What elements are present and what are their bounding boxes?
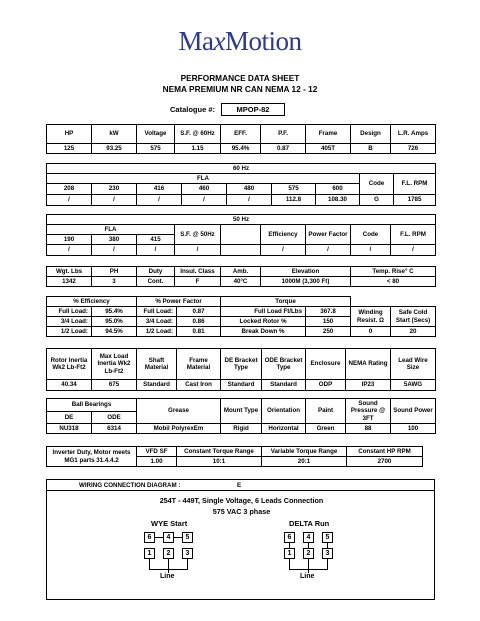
bearings-table (46, 398, 436, 434)
de-header: DE (47, 412, 92, 424)
eff-value: 94.5% (92, 327, 137, 337)
pf-section: % Power Factor (137, 297, 221, 307)
val-voltage: 575 (137, 144, 175, 154)
volt-cell: 480 (227, 184, 272, 195)
val-frame-material: Cast Iron (177, 380, 221, 391)
val-frame: 405T (306, 144, 351, 154)
val-elevation: 1000M (3,300 Ft) (261, 277, 351, 287)
ball-bearings-header: Ball Bearings (47, 399, 137, 412)
val-enclosure: ODP (306, 380, 346, 391)
winding-value: 0 (351, 327, 391, 337)
paint-header: Paint (306, 399, 346, 424)
delta-line-label: Line (300, 573, 315, 580)
ode-header: ODE (92, 412, 137, 424)
doc-subtitle: NEMA PREMIUM NR CAN NEMA 12 - 12 (162, 84, 318, 94)
volt-cell: 208 (47, 184, 92, 195)
line-lead (308, 559, 309, 569)
fla-value: 112.8 (272, 195, 316, 206)
pf-label: 3/4 Load: (137, 317, 177, 327)
pf-label: 1/2 Load: (137, 327, 177, 337)
val-constant-torque: 10:1 (177, 457, 262, 467)
hdr-enclosure: Enclosure (306, 349, 346, 380)
terminal-2: 2 (163, 548, 174, 559)
diagram-header (47, 480, 434, 491)
doc-title: PERFORMANCE DATA SHEET (180, 73, 300, 83)
eff-value: 95.4% (92, 307, 137, 317)
hdr-frame: Frame (306, 125, 351, 144)
hdr-constant-torque: Constant Torque Range (177, 447, 262, 457)
terminal-6: 6 (284, 532, 295, 543)
diagram-label: WIRING CONNECTION DIAGRAM : (79, 481, 181, 489)
fla-value: / (182, 195, 227, 206)
blank (351, 297, 436, 307)
val-kw: 93.25 (92, 144, 137, 154)
hdr-lead-wire: Lead Wire Size (391, 349, 436, 380)
ratings-table (46, 124, 436, 154)
val-constant-hp: 2700 (347, 457, 423, 467)
fla-value: / (227, 195, 272, 206)
line-lead (327, 559, 328, 569)
val-amb: 40°C (221, 277, 261, 287)
val-cell: / (391, 245, 436, 256)
torque-value: 367.8 (306, 307, 351, 317)
blank-header (221, 225, 261, 245)
line-lead (168, 559, 169, 569)
hdr-nema-rating: NEMA Rating (346, 349, 391, 380)
val-insul: F (175, 277, 221, 287)
hdr-constant-hp: Constant HP RPM (347, 447, 423, 457)
terminal-3: 3 (322, 548, 333, 559)
wye-jumper (174, 537, 182, 538)
torque-section: Torque (221, 297, 351, 307)
safe-start-value: 20 (391, 327, 436, 337)
general-table (46, 266, 436, 287)
terminal-1: 1 (144, 548, 155, 559)
performance-table (46, 296, 436, 337)
val-paint: Green (306, 424, 346, 434)
pf-value: 0.86 (177, 317, 221, 327)
volt-cell: 230 (92, 184, 137, 195)
volt-cell: 380 (92, 235, 137, 245)
hdr-de-bracket: DE Bracket Type (221, 349, 262, 380)
hdr-design: Design (351, 125, 391, 144)
diagram-line1: 254T - 449T, Single Voltage, 6 Leads Connection (159, 496, 324, 505)
wye-line-label: Line (160, 573, 175, 580)
val-cell: / (47, 245, 92, 256)
code-header: Code (351, 225, 391, 245)
mount-header: Mount Type (221, 399, 262, 424)
torque-value: 250 (306, 327, 351, 337)
torque-value: 150 (306, 317, 351, 327)
line-lead (149, 559, 150, 569)
wiring-diagram (46, 479, 435, 600)
val-design: B (351, 144, 391, 154)
hdr-max-load-inertia: Max Load Inertia Wk2 Lb-Ft2 (92, 349, 137, 380)
sound-pressure-header: Sound Pressure @ 3FT (346, 399, 391, 424)
val-eff: 95.4% (221, 144, 261, 154)
terminal-5: 5 (182, 532, 193, 543)
hdr-insul: Insul. Class (175, 267, 221, 277)
grease-header: Grease (137, 399, 221, 424)
volt-cell: 600 (316, 184, 360, 195)
val-cell (221, 245, 261, 256)
val-de-bracket: Standard (221, 380, 262, 391)
hdr-voltage: Voltage (137, 125, 175, 144)
blank (423, 447, 436, 467)
val-ode-bracket: Standard (262, 380, 306, 391)
section-60hz: 60 Hz (47, 164, 436, 174)
val-lead-wire: 5AWG (391, 380, 436, 391)
val-sound-power: 100 (391, 424, 436, 434)
fla-value: / (92, 195, 137, 206)
fla-header: FLA (47, 225, 175, 235)
val-sf: 1.15 (175, 144, 221, 154)
table-50hz (46, 214, 436, 256)
brand-logo: MaxMotion (178, 26, 302, 56)
line-lead (289, 559, 290, 569)
volt-cell: 575 (272, 184, 316, 195)
val-cell: / (261, 245, 306, 256)
pf-value: 0.87 (177, 307, 221, 317)
hdr-amb: Amb. (221, 267, 261, 277)
hdr-elevation: Elevation (261, 267, 351, 277)
volt-cell: 190 (47, 235, 92, 245)
code-header: Code (360, 174, 394, 195)
hdr-eff: EFF. (221, 125, 261, 144)
hdr-pf: P.F. (261, 125, 306, 144)
efficiency-header: Efficiency (261, 225, 306, 245)
section-50hz: 50 Hz (47, 215, 436, 225)
val-cell: / (306, 245, 351, 256)
hdr-frame-material: Frame Material (177, 349, 221, 380)
hdr-vfd-sf: VFD SF (137, 447, 177, 457)
eff-section: % Efficiency (47, 297, 137, 307)
hdr-lr-amps: L.R. Amps (391, 125, 436, 144)
val-nema-rating: IP23 (346, 380, 391, 391)
fla-value: / (137, 195, 182, 206)
val-grease: Mobil PolyrexEm (137, 424, 221, 434)
construction-table (46, 348, 436, 391)
inverter-duty-label: Inverter Duty, Motor meets MG1 parts 31.4.4.2 (47, 447, 137, 467)
flrpm-header: F.L. RPM (391, 225, 436, 245)
hdr-ode-bracket: ODE Bracket Type (262, 349, 306, 380)
delta-label: DELTA Run (289, 519, 330, 528)
val-de: NU318 (47, 424, 92, 434)
val-orientation: Horizontal (262, 424, 306, 434)
hdr-sf: S.F. @ 60Hz (175, 125, 221, 144)
eff-label: 3/4 Load: (47, 317, 92, 327)
val-hp: 125 (47, 144, 92, 154)
val-vfd-sf: 1.00 (137, 457, 177, 467)
eff-label: Full Load: (47, 307, 92, 317)
val-cell: / (137, 245, 175, 256)
wye-label: WYE Start (151, 519, 188, 528)
val-max-load-inertia: 675 (92, 380, 137, 391)
pf-label: Full Load: (137, 307, 177, 317)
hdr-weight: Wgt. Lbs (47, 267, 92, 277)
safe-start-header: Safe Cold Start (Secs) (391, 307, 436, 327)
val-lr-amps: 726 (391, 144, 436, 154)
val-rotor-inertia: 40.34 (47, 380, 92, 391)
sf50-header: S.F. @ 50Hz (175, 225, 221, 245)
fla-value: / (47, 195, 92, 206)
catalog-label: Catalogue #: (170, 105, 216, 114)
pf-header: Power Factor (306, 225, 351, 245)
diagram-code: E (237, 481, 242, 489)
terminal-1: 1 (284, 548, 295, 559)
eff-value: 95.0% (92, 317, 137, 327)
catalog-value: MPOP-82 (221, 103, 285, 116)
torque-label: Locked Rotor % (221, 317, 306, 327)
terminal-4: 4 (303, 532, 314, 543)
val-shaft: Standard (137, 380, 177, 391)
eff-label: 1/2 Load: (47, 327, 92, 337)
hdr-shaft: Shaft Material (137, 349, 177, 380)
diagram-line2: 575 VAC 3 phase (212, 507, 271, 516)
torque-label: Full Load Ft/Lbs (221, 307, 306, 317)
wye-jumper (155, 537, 163, 538)
hdr-duty: Duty (137, 267, 175, 277)
volt-cell: 460 (182, 184, 227, 195)
torque-label: Break Down % (221, 327, 306, 337)
terminal-6: 6 (144, 532, 155, 543)
volt-cell: 415 (137, 235, 175, 245)
sound-power-header: Sound Power (391, 399, 436, 424)
terminal-4: 4 (163, 532, 174, 543)
val-cell: / (175, 245, 221, 256)
val-weight: 1342 (47, 277, 92, 287)
table-60hz (46, 163, 436, 206)
hdr-rotor-inertia: Rotor Inertia Wk2 Lb-Ft2 (47, 349, 92, 380)
val-cell: / (92, 245, 137, 256)
val-variable-torque: 20:1 (262, 457, 347, 467)
val-mount: Rigid (221, 424, 262, 434)
val-ph: 3 (92, 277, 137, 287)
inverter-table (46, 446, 436, 467)
hdr-variable-torque: Variable Torque Range (262, 447, 347, 457)
terminal-2: 2 (303, 548, 314, 559)
winding-header: Winding Resist. Ω (351, 307, 391, 327)
fla-header: FLA (47, 174, 360, 184)
volt-cell: 416 (137, 184, 182, 195)
rpm-value: 1785 (394, 195, 436, 206)
val-sound-pressure: 88 (346, 424, 391, 434)
flrpm-header: F.L. RPM (394, 174, 436, 195)
hdr-ph: PH (92, 267, 137, 277)
hdr-hp: HP (47, 125, 92, 144)
val-pf: 0.87 (261, 144, 306, 154)
hdr-temp-rise: Temp. Rise° C (351, 267, 436, 277)
code-value: G (360, 195, 394, 206)
hdr-kw: kW (92, 125, 137, 144)
fla-value: 108.30 (316, 195, 360, 206)
terminal-3: 3 (182, 548, 193, 559)
catalog-number (170, 103, 285, 116)
pf-value: 0.81 (177, 327, 221, 337)
line-lead (187, 559, 188, 569)
val-duty: Cont. (137, 277, 175, 287)
val-temp-rise: < 80 (351, 277, 436, 287)
terminal-5: 5 (322, 532, 333, 543)
val-cell: / (351, 245, 391, 256)
orientation-header: Orientation (262, 399, 306, 424)
val-ode: 6314 (92, 424, 137, 434)
